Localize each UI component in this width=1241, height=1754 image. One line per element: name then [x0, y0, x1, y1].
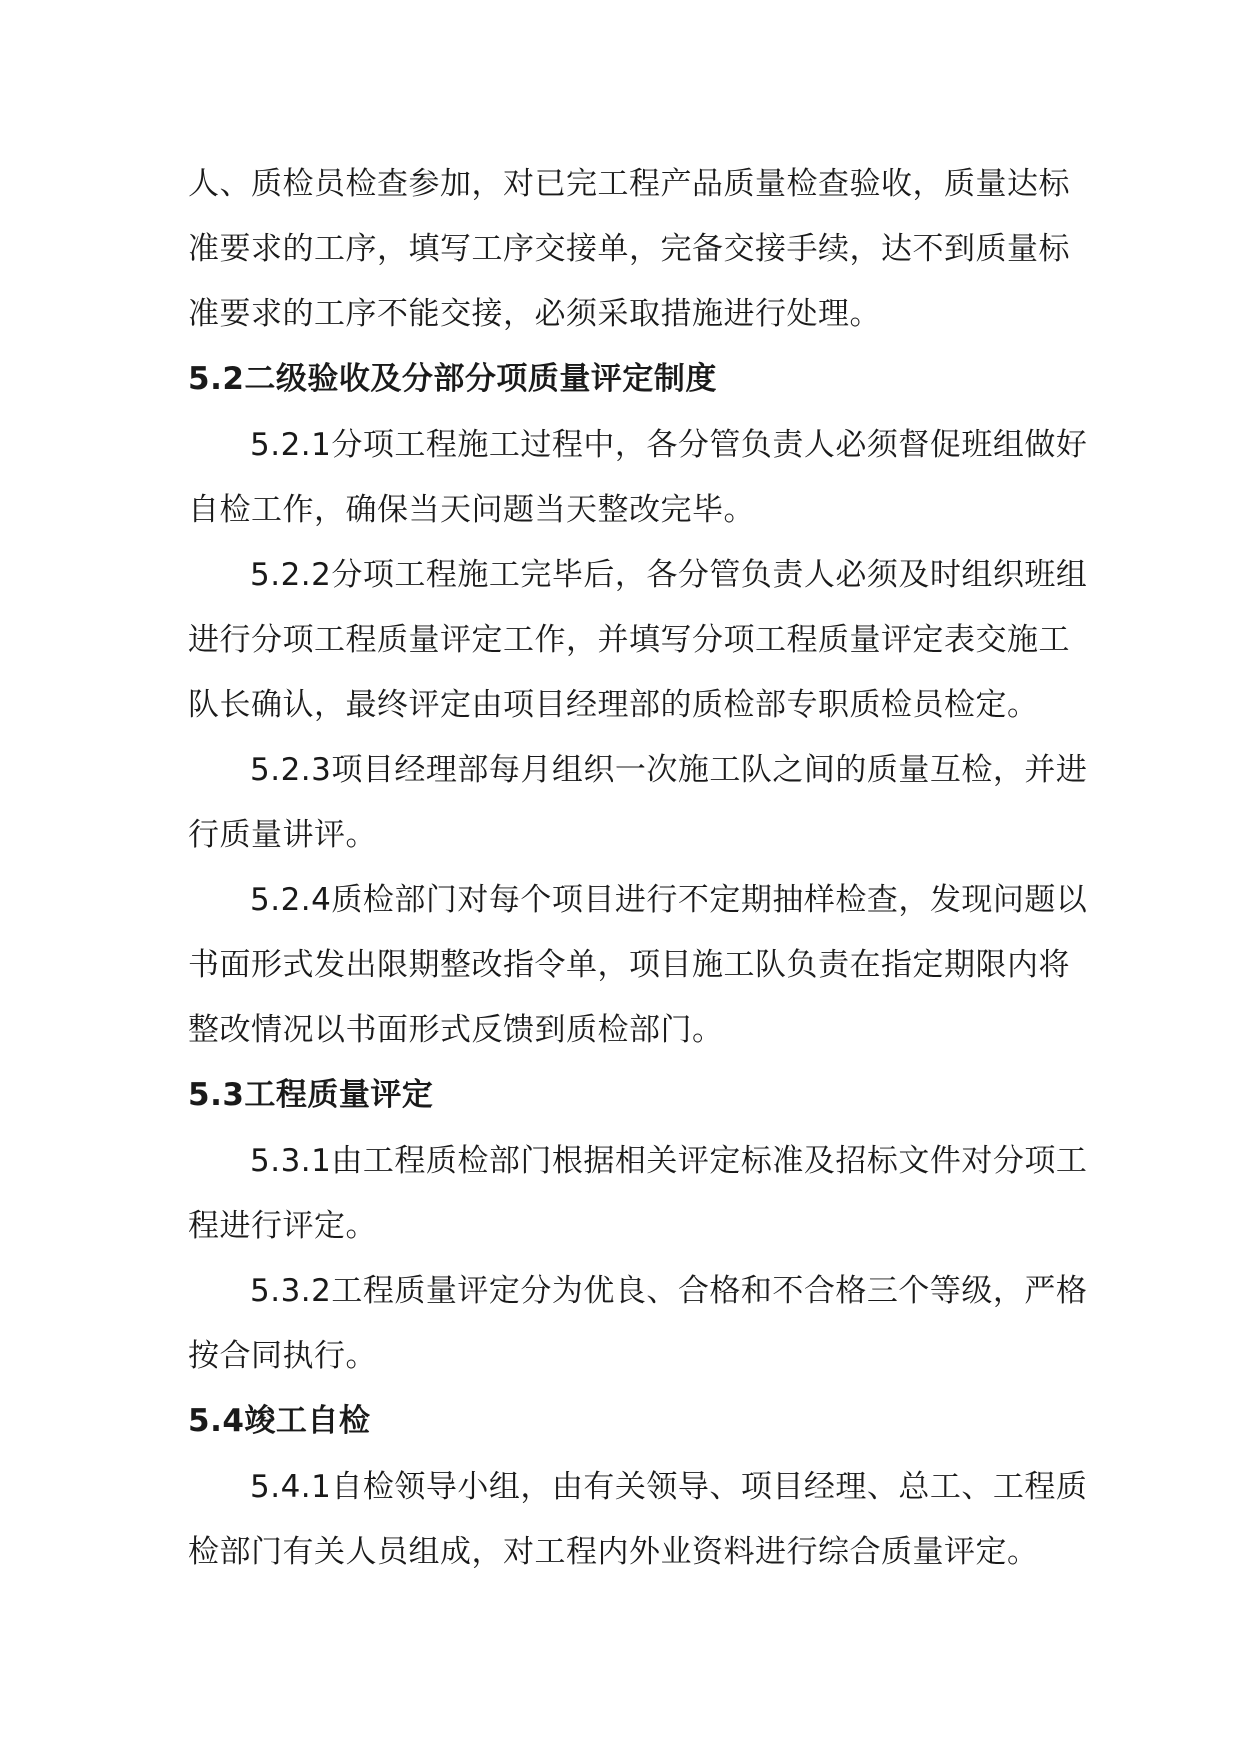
text-line: 5.2.3项目经理部每月组织一次施工队之间的质量互检，并进: [250, 752, 1088, 788]
text-line: 5.3.2工程质量评定分为优良、合格和不合格三个等级，严格: [250, 1273, 1088, 1309]
text-line: 书面形式发出限期整改指令单，项目施工队负责在指定期限内将: [188, 947, 1070, 983]
text-line: 行质量讲评。: [188, 817, 377, 853]
text-line: 5.2.1分项工程施工过程中，各分管负责人必须督促班组做好: [250, 427, 1088, 463]
text-line: 5.2.4质检部门对每个项目进行不定期抽样检查，发现问题以: [250, 882, 1088, 918]
text-line: 人、质检员检查参加，对已完工程产品质量检查验收，质量达标: [188, 166, 1070, 202]
paragraph-5-3-1: [188, 1139, 1088, 1269]
text-line: 5.4.1自检领导小组，由有关领导、项目经理、总工、工程质: [250, 1469, 1088, 1505]
text-line: 队长确认，最终评定由项目经理部的质检部专职质检员检定。: [188, 687, 1039, 723]
document-body: [188, 162, 1088, 1595]
text-line: 准要求的工序，填写工序交接单，完备交接手续，达不到质量标: [188, 231, 1070, 267]
paragraph-5-2-1: [188, 423, 1088, 553]
text-line: 检部门有关人员组成，对工程内外业资料进行综合质量评定。: [188, 1534, 1039, 1570]
text-line: 按合同执行。: [188, 1338, 377, 1374]
paragraph-5-2-2: [188, 553, 1088, 748]
section-heading-5-4: 5.4竣工自检: [188, 1403, 371, 1439]
section-heading-5-3: 5.3工程质量评定: [188, 1077, 434, 1113]
paragraph-continuation: [188, 162, 1070, 357]
paragraph-5-2-3: [188, 748, 1088, 878]
text-line: 5.2.2分项工程施工完毕后，各分管负责人必须及时组织班组: [250, 557, 1088, 593]
section-heading-5-2: 5.2二级验收及分部分项质量评定制度: [188, 361, 717, 397]
paragraph-5-4-1: [188, 1465, 1088, 1595]
text-line: 准要求的工序不能交接，必须采取措施进行处理。: [188, 296, 881, 332]
text-line: 5.3.1由工程质检部门根据相关评定标准及招标文件对分项工: [250, 1143, 1088, 1179]
text-line: 自检工作，确保当天问题当天整改完毕。: [188, 492, 755, 528]
text-line: 进行分项工程质量评定工作，并填写分项工程质量评定表交施工: [188, 622, 1070, 658]
paragraph-5-2-4: [188, 878, 1088, 1073]
text-line: 程进行评定。: [188, 1208, 377, 1244]
paragraph-5-3-2: [188, 1269, 1088, 1399]
text-line: 整改情况以书面形式反馈到质检部门。: [188, 1012, 724, 1048]
